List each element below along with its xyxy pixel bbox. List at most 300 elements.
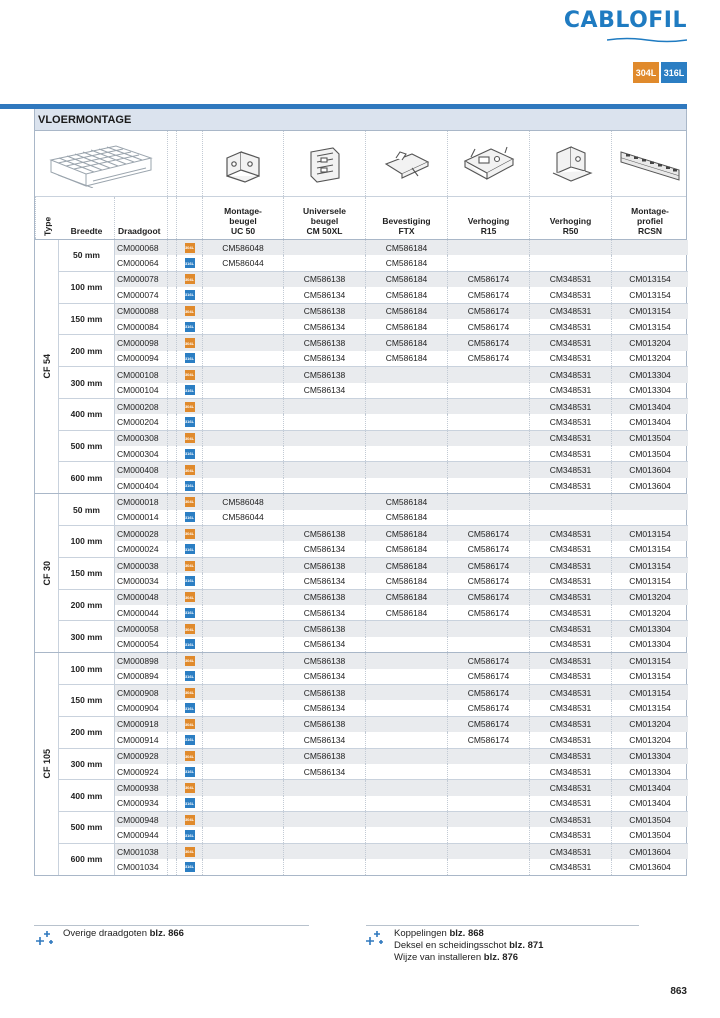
accessory-code-rcsn: CM013504	[629, 830, 671, 841]
accessory-code-r15	[448, 399, 530, 414]
width-label: 150 mm	[59, 685, 115, 716]
accessory-code-cm50xl: CM586138	[284, 621, 366, 636]
accessory-code-rcsn: CM013404	[629, 782, 671, 793]
accessory-code-uc50	[203, 827, 284, 842]
accessory-code-uc50	[203, 304, 284, 319]
row-spacer	[168, 590, 177, 605]
col-r50-label: Verhoging R50	[549, 216, 592, 236]
accessory-code-r15	[448, 827, 530, 842]
accessory-code-r15	[448, 844, 530, 859]
material-badge: 316L	[185, 576, 195, 586]
accessory-code-uc50	[203, 558, 284, 573]
width-pair	[59, 240, 688, 272]
accessory-code-uc50	[203, 478, 284, 493]
row-spacer	[168, 812, 177, 827]
accessory-code-rcsn	[612, 240, 688, 255]
accessory-code-cm50xl	[284, 510, 366, 525]
product-code: CM000948	[115, 812, 168, 827]
accessory-code-ftx: CM586184	[366, 272, 448, 287]
footer-link-koppelingen[interactable]	[394, 928, 543, 940]
material-cell	[177, 558, 203, 573]
material-badge: 304L	[185, 306, 195, 316]
footer-link-installeren[interactable]	[394, 952, 543, 964]
accessory-code-cm50xl: CM586134	[284, 669, 366, 684]
table-row	[115, 700, 688, 715]
accessory-code-rcsn: CM013404	[629, 401, 671, 412]
footer-rule-right	[366, 925, 639, 926]
accessory-code-cm50xl: CM586138	[284, 653, 366, 668]
product-code: CM000104	[115, 383, 168, 398]
accessory-code-uc50	[203, 590, 284, 605]
pair-rows	[115, 304, 688, 335]
accessory-code-r50: CM348531	[530, 287, 612, 302]
product-code: CM000088	[115, 304, 168, 319]
accessory-code-ftx: CM586184	[366, 319, 448, 334]
group-label-cell	[35, 494, 59, 652]
accessory-code-r15: CM586174	[448, 287, 530, 302]
row-spacer	[168, 732, 177, 747]
group-label-cell	[35, 240, 59, 493]
accessory-code-cm50xl: CM586134	[284, 351, 366, 366]
accessory-code-uc50: CM586048	[203, 240, 284, 255]
product-code: CM000064	[115, 255, 168, 270]
product-code: CM000944	[115, 827, 168, 842]
row-spacer	[168, 399, 177, 414]
material-cell	[177, 255, 203, 270]
accessory-code-r15	[448, 510, 530, 525]
accessory-code-cm50xl: CM586138	[284, 590, 366, 605]
accessory-code-r15: CM586174	[448, 653, 530, 668]
accessory-code-r15	[448, 859, 530, 874]
material-badge: 316L	[185, 481, 195, 491]
product-code: CM000928	[115, 749, 168, 764]
width-pair	[59, 526, 688, 558]
col-ftx	[366, 197, 448, 239]
pair-rows	[115, 717, 688, 748]
cm50xl-image	[284, 131, 366, 196]
accessory-code-uc50	[203, 383, 284, 398]
material-badge: 304L	[185, 592, 195, 602]
col-rcsn-label: Montage- profiel RCSN	[631, 206, 669, 236]
accessory-code-r15: CM586174	[448, 669, 530, 684]
accessory-code-uc50	[203, 796, 284, 811]
accessory-code-ftx: CM586184	[366, 558, 448, 573]
accessory-code-r50: CM348531	[530, 351, 612, 366]
accessory-code-cm50xl: CM586134	[284, 732, 366, 747]
accessory-code-r50: CM348531	[530, 335, 612, 350]
accessory-code-r15	[448, 621, 530, 636]
pair-rows	[115, 494, 688, 525]
table-row	[115, 621, 688, 636]
product-code: CM000048	[115, 590, 168, 605]
accessory-code-r15	[448, 462, 530, 477]
accessory-code-rcsn: CM013304	[629, 751, 671, 762]
wire-tray-icon	[46, 140, 156, 188]
accessory-code-r15	[448, 749, 530, 764]
accessory-code-r15: CM586174	[448, 700, 530, 715]
width-label: 600 mm	[59, 844, 115, 875]
accessory-code-r15: CM586174	[448, 304, 530, 319]
accessory-code-r50: CM348531	[530, 749, 612, 764]
material-badge: 316L	[185, 512, 195, 522]
width-pair	[59, 335, 688, 367]
material-badge: 316L	[185, 544, 195, 554]
pair-rows	[115, 367, 688, 398]
accessory-code-rcsn: CM013204	[629, 592, 671, 603]
raiser-r15-icon	[461, 143, 517, 185]
table-row	[115, 732, 688, 747]
material-cell	[177, 590, 203, 605]
width-pair	[59, 367, 688, 399]
material-cell	[177, 414, 203, 429]
more-info-icon	[34, 929, 54, 947]
accessory-code-rcsn: CM013154	[629, 655, 671, 666]
material-cell	[177, 335, 203, 350]
accessory-code-ftx: CM586184	[366, 494, 448, 509]
row-spacer	[168, 844, 177, 859]
accessory-code-r50: CM348531	[530, 304, 612, 319]
accessory-code-cm50xl: CM586138	[284, 717, 366, 732]
width-label: 500 mm	[59, 812, 115, 843]
accessory-code-ftx	[366, 431, 448, 446]
accessory-code-r50	[530, 494, 612, 509]
row-spacer	[168, 621, 177, 636]
row-spacer	[168, 335, 177, 350]
pair-rows	[115, 780, 688, 811]
accessory-code-ftx	[366, 653, 448, 668]
material-badge: 316L	[185, 830, 195, 840]
accessory-code-rcsn: CM013204	[629, 338, 671, 349]
accessory-code-r50: CM348531	[530, 605, 612, 620]
product-code: CM000034	[115, 573, 168, 588]
material-cell	[177, 541, 203, 556]
accessory-code-rcsn: CM013154	[629, 306, 671, 317]
accessory-code-ftx: CM586184	[366, 335, 448, 350]
image-row	[35, 131, 686, 197]
row-spacer	[168, 510, 177, 525]
width-pair	[59, 431, 688, 463]
material-badge: 316L	[185, 385, 195, 395]
product-code: CM000908	[115, 685, 168, 700]
universal-bracket-icon	[303, 144, 347, 184]
col-r15	[448, 197, 530, 239]
accessory-code-rcsn: CM013154	[629, 575, 671, 586]
accessory-code-cm50xl: CM586134	[284, 605, 366, 620]
product-code: CM000904	[115, 700, 168, 715]
product-code: CM000108	[115, 367, 168, 382]
row-spacer	[168, 764, 177, 779]
row-spacer	[168, 780, 177, 795]
width-label: 50 mm	[59, 494, 115, 525]
table-row	[115, 287, 688, 302]
row-spacer	[168, 304, 177, 319]
accessory-code-r50: CM348531	[530, 558, 612, 573]
footer-left-ref: blz. 866	[149, 928, 184, 939]
row-spacer	[168, 383, 177, 398]
product-code: CM000038	[115, 558, 168, 573]
row-spacer	[168, 717, 177, 732]
product-code: CM000024	[115, 541, 168, 556]
material-badge: 316L	[185, 767, 195, 777]
table-row	[115, 859, 688, 874]
accessory-code-r50: CM348531	[530, 319, 612, 334]
accessory-code-uc50	[203, 621, 284, 636]
accessory-code-rcsn: CM013504	[629, 433, 671, 444]
accessory-code-r50: CM348531	[530, 462, 612, 477]
product-code: CM000308	[115, 431, 168, 446]
material-badge: 304L	[185, 243, 195, 253]
material-cell	[177, 732, 203, 747]
accessory-code-cm50xl: CM586134	[284, 541, 366, 556]
accessory-code-cm50xl	[284, 494, 366, 509]
table-row	[115, 431, 688, 446]
material-cell	[177, 399, 203, 414]
accessory-code-uc50	[203, 319, 284, 334]
row-spacer	[168, 541, 177, 556]
accessory-code-rcsn	[612, 510, 688, 525]
fixing-ftx-icon	[382, 146, 432, 182]
footer-right-ref: blz. 868	[449, 928, 484, 939]
accessory-code-ftx	[366, 717, 448, 732]
accessory-code-uc50: CM586044	[203, 510, 284, 525]
accessory-code-cm50xl: CM586134	[284, 573, 366, 588]
width-label: 150 mm	[59, 558, 115, 589]
accessory-code-uc50	[203, 272, 284, 287]
accessory-code-uc50	[203, 367, 284, 382]
accessory-code-ftx	[366, 399, 448, 414]
accessory-code-rcsn: CM013504	[629, 814, 671, 825]
accessory-code-uc50	[203, 764, 284, 779]
table-row	[115, 764, 688, 779]
table-row	[115, 685, 688, 700]
mounting-bracket-icon	[219, 144, 267, 184]
material-badge: 304L	[185, 719, 195, 729]
product-code: CM000054	[115, 637, 168, 652]
pair-rows	[115, 749, 688, 780]
accessory-code-cm50xl: CM586138	[284, 685, 366, 700]
accessory-code-rcsn: CM013204	[629, 607, 671, 618]
table-row	[115, 749, 688, 764]
accessory-code-cm50xl	[284, 812, 366, 827]
product-code: CM000304	[115, 446, 168, 461]
product-code: CM000074	[115, 287, 168, 302]
table-row	[115, 605, 688, 620]
accessory-code-r15	[448, 367, 530, 382]
footer-rule-left	[34, 925, 309, 926]
accessory-code-r15	[448, 446, 530, 461]
accessory-code-r15	[448, 414, 530, 429]
product-code: CM000204	[115, 414, 168, 429]
material-badge: 304L	[185, 561, 195, 571]
material-cell	[177, 462, 203, 477]
material-cell	[177, 304, 203, 319]
material-badge: 316L	[185, 798, 195, 808]
accessory-code-rcsn: CM013304	[629, 369, 671, 380]
table-row	[115, 351, 688, 366]
table-row	[115, 446, 688, 461]
badge-304l: 304L	[633, 62, 659, 83]
accessory-code-rcsn: CM013154	[629, 289, 671, 300]
accessory-code-uc50	[203, 859, 284, 874]
accessory-code-r15	[448, 494, 530, 509]
accessory-code-uc50: CM586044	[203, 255, 284, 270]
material-badge: 316L	[185, 735, 195, 745]
material-badge: 316L	[185, 290, 195, 300]
accessory-code-cm50xl: CM586134	[284, 383, 366, 398]
table-row	[115, 637, 688, 652]
accessory-code-r15: CM586174	[448, 319, 530, 334]
accessory-code-r15: CM586174	[448, 732, 530, 747]
accessory-code-r50: CM348531	[530, 780, 612, 795]
material-badge: 304L	[185, 433, 195, 443]
table-row	[115, 573, 688, 588]
table-row	[115, 827, 688, 842]
material-badge: 304L	[185, 497, 195, 507]
accessory-code-r15: CM586174	[448, 272, 530, 287]
accessory-code-ftx	[366, 414, 448, 429]
accessory-code-cm50xl	[284, 414, 366, 429]
product-code: CM000098	[115, 335, 168, 350]
col-rcsn	[612, 197, 688, 239]
accessory-code-cm50xl	[284, 827, 366, 842]
footer-link-left[interactable]	[63, 928, 184, 940]
accessory-code-r15: CM586174	[448, 541, 530, 556]
accessory-code-cm50xl: CM586138	[284, 526, 366, 541]
product-code: CM001038	[115, 844, 168, 859]
width-pair	[59, 399, 688, 431]
accessory-code-cm50xl: CM586138	[284, 335, 366, 350]
accessory-code-ftx: CM586184	[366, 287, 448, 302]
table-row	[115, 780, 688, 795]
row-spacer	[168, 749, 177, 764]
accessory-code-r15	[448, 780, 530, 795]
accessory-code-r50: CM348531	[530, 827, 612, 842]
accessory-code-cm50xl: CM586134	[284, 764, 366, 779]
material-cell	[177, 351, 203, 366]
material-badge: 304L	[185, 751, 195, 761]
accessory-code-r50: CM348531	[530, 367, 612, 382]
material-badge: 316L	[185, 703, 195, 713]
accessory-code-ftx	[366, 462, 448, 477]
accessory-code-r50: CM348531	[530, 399, 612, 414]
accessory-code-cm50xl	[284, 780, 366, 795]
table-row	[115, 383, 688, 398]
accessory-code-r50: CM348531	[530, 526, 612, 541]
accessory-code-r50: CM348531	[530, 478, 612, 493]
accessory-code-rcsn: CM013604	[629, 861, 671, 872]
footer-right-text: Koppelingen	[394, 928, 450, 939]
row-spacer	[168, 605, 177, 620]
table-row	[115, 478, 688, 493]
material-badge: 316L	[185, 449, 195, 459]
product-code: CM000408	[115, 462, 168, 477]
accessory-code-r50: CM348531	[530, 431, 612, 446]
accessory-code-r50	[530, 510, 612, 525]
col-r50	[530, 197, 612, 239]
material-badge: 304L	[185, 529, 195, 539]
width-pair	[59, 621, 688, 652]
mounting-profile-icon	[617, 144, 683, 184]
pair-rows	[115, 526, 688, 557]
image-spacer	[177, 131, 203, 196]
row-spacer	[168, 478, 177, 493]
uc50-image	[203, 131, 284, 196]
accessory-code-ftx	[366, 859, 448, 874]
wire-tray-image	[35, 131, 168, 196]
material-badge: 304L	[185, 274, 195, 284]
accessory-code-cm50xl	[284, 462, 366, 477]
accessory-code-cm50xl: CM586134	[284, 287, 366, 302]
width-label: 500 mm	[59, 431, 115, 462]
accessory-code-cm50xl	[284, 399, 366, 414]
footer-link-deksel[interactable]	[394, 940, 543, 952]
material-badge: 304L	[185, 847, 195, 857]
accessory-code-ftx	[366, 637, 448, 652]
col-cm50xl-label: Universele beugel CM 50XL	[303, 206, 346, 236]
row-spacer	[168, 414, 177, 429]
accessory-code-r50: CM348531	[530, 637, 612, 652]
accessory-code-ftx	[366, 685, 448, 700]
material-cell	[177, 494, 203, 509]
accessory-code-ftx	[366, 749, 448, 764]
material-cell	[177, 637, 203, 652]
width-label: 300 mm	[59, 621, 115, 652]
material-cell	[177, 827, 203, 842]
material-cell	[177, 685, 203, 700]
material-cell	[177, 478, 203, 493]
pair-rows	[115, 844, 688, 875]
material-cell	[177, 431, 203, 446]
accessory-code-uc50	[203, 717, 284, 732]
product-group	[35, 240, 686, 494]
accessory-code-uc50	[203, 844, 284, 859]
row-spacer	[168, 827, 177, 842]
accessory-code-cm50xl	[284, 255, 366, 270]
table-row	[115, 462, 688, 477]
product-code: CM000898	[115, 653, 168, 668]
col-breedte: Breedte	[59, 197, 115, 239]
accessory-code-uc50	[203, 669, 284, 684]
accessory-code-rcsn: CM013304	[629, 766, 671, 777]
group-type-label: CF 54	[41, 354, 52, 379]
accessory-code-uc50	[203, 446, 284, 461]
width-label: 300 mm	[59, 749, 115, 780]
width-pair	[59, 812, 688, 844]
accessory-code-r50: CM348531	[530, 653, 612, 668]
material-badge: 316L	[185, 671, 195, 681]
accessory-code-rcsn: CM013304	[629, 385, 671, 396]
accessory-code-rcsn: CM013154	[629, 544, 671, 555]
table-row	[115, 526, 688, 541]
accessory-code-cm50xl: CM586134	[284, 637, 366, 652]
row-spacer	[168, 240, 177, 255]
table-row	[115, 367, 688, 382]
material-badge: 316L	[185, 258, 195, 268]
col-spacer	[168, 197, 177, 239]
accessory-code-uc50	[203, 335, 284, 350]
accessory-code-uc50	[203, 732, 284, 747]
accessory-code-rcsn: CM013504	[629, 448, 671, 459]
accessory-code-cm50xl: CM586138	[284, 272, 366, 287]
accessory-code-cm50xl	[284, 478, 366, 493]
row-spacer	[168, 558, 177, 573]
accessory-code-rcsn: CM013604	[629, 480, 671, 491]
accessory-code-rcsn: CM013154	[629, 274, 671, 285]
col-r15-label: Verhoging R15	[467, 216, 510, 236]
accessory-code-r50: CM348531	[530, 796, 612, 811]
accessory-code-r50: CM348531	[530, 700, 612, 715]
width-label: 200 mm	[59, 590, 115, 621]
